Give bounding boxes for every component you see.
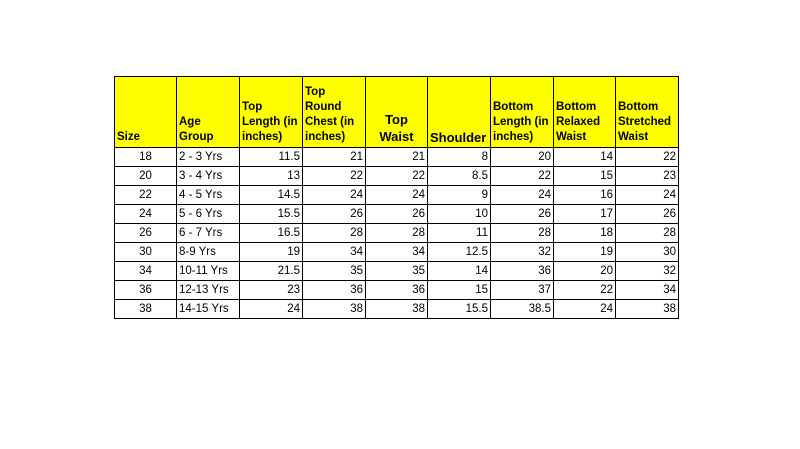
- cell-shoulder: 9: [428, 186, 491, 205]
- header-top-waist: Top Waist: [366, 77, 428, 148]
- cell-bottom-relaxed-waist: 15: [554, 167, 616, 186]
- cell-bottom-relaxed-waist: 17: [554, 205, 616, 224]
- table-row: [115, 205, 679, 224]
- cell-bottom-stretched-waist: 24: [616, 186, 679, 205]
- cell-bottom-length: 28: [491, 224, 554, 243]
- cell-top-round-chest: 22: [303, 167, 366, 186]
- cell-top-length: 23: [240, 281, 303, 300]
- cell-bottom-length: 24: [491, 186, 554, 205]
- cell-bottom-length: 38.5: [491, 300, 554, 319]
- cell-top-waist: 36: [366, 281, 428, 300]
- cell-bottom-relaxed-waist: 19: [554, 243, 616, 262]
- table-row: [115, 148, 679, 167]
- cell-size: 18: [115, 148, 177, 167]
- cell-age-group: 2 - 3 Yrs: [177, 148, 240, 167]
- table-row: [115, 300, 679, 319]
- cell-top-length: 16.5: [240, 224, 303, 243]
- cell-bottom-relaxed-waist: 22: [554, 281, 616, 300]
- cell-shoulder: 8.5: [428, 167, 491, 186]
- cell-top-round-chest: 28: [303, 224, 366, 243]
- cell-bottom-length: 26: [491, 205, 554, 224]
- cell-top-waist: 22: [366, 167, 428, 186]
- cell-top-round-chest: 38: [303, 300, 366, 319]
- table-row: [115, 224, 679, 243]
- cell-top-round-chest: 36: [303, 281, 366, 300]
- cell-age-group: 5 - 6 Yrs: [177, 205, 240, 224]
- cell-bottom-length: 36: [491, 262, 554, 281]
- cell-size: 36: [115, 281, 177, 300]
- cell-top-length: 15.5: [240, 205, 303, 224]
- cell-bottom-relaxed-waist: 18: [554, 224, 616, 243]
- table-row: [115, 262, 679, 281]
- cell-top-length: 13: [240, 167, 303, 186]
- cell-size: 34: [115, 262, 177, 281]
- table-body: [115, 148, 679, 319]
- cell-size: 20: [115, 167, 177, 186]
- table-row: [115, 243, 679, 262]
- cell-top-length: 19: [240, 243, 303, 262]
- cell-size: 30: [115, 243, 177, 262]
- cell-bottom-relaxed-waist: 16: [554, 186, 616, 205]
- cell-top-round-chest: 21: [303, 148, 366, 167]
- cell-bottom-stretched-waist: 30: [616, 243, 679, 262]
- cell-shoulder: 12.5: [428, 243, 491, 262]
- header-bottom-length: Bottom Length (in inches): [491, 77, 554, 148]
- cell-top-length: 24: [240, 300, 303, 319]
- table-row: [115, 186, 679, 205]
- cell-bottom-stretched-waist: 28: [616, 224, 679, 243]
- cell-top-waist: 38: [366, 300, 428, 319]
- cell-bottom-relaxed-waist: 20: [554, 262, 616, 281]
- cell-bottom-relaxed-waist: 14: [554, 148, 616, 167]
- header-bottom-relaxed-waist: Bottom Relaxed Waist: [554, 77, 616, 148]
- table-row: [115, 281, 679, 300]
- cell-age-group: 12-13 Yrs: [177, 281, 240, 300]
- cell-shoulder: 14: [428, 262, 491, 281]
- header-bottom-stretched-waist: Bottom Stretched Waist: [616, 77, 679, 148]
- cell-top-waist: 34: [366, 243, 428, 262]
- cell-shoulder: 15.5: [428, 300, 491, 319]
- cell-top-waist: 26: [366, 205, 428, 224]
- cell-top-round-chest: 26: [303, 205, 366, 224]
- header-size: Size: [115, 77, 177, 148]
- cell-bottom-length: 20: [491, 148, 554, 167]
- cell-top-waist: 35: [366, 262, 428, 281]
- table-header: [115, 77, 679, 148]
- cell-shoulder: 11: [428, 224, 491, 243]
- cell-bottom-stretched-waist: 32: [616, 262, 679, 281]
- cell-top-round-chest: 34: [303, 243, 366, 262]
- header-top-length: Top Length (in inches): [240, 77, 303, 148]
- cell-top-length: 14.5: [240, 186, 303, 205]
- cell-age-group: 4 - 5 Yrs: [177, 186, 240, 205]
- cell-age-group: 8-9 Yrs: [177, 243, 240, 262]
- header-shoulder: Shoulder: [428, 77, 491, 148]
- cell-bottom-length: 37: [491, 281, 554, 300]
- cell-age-group: 10-11 Yrs: [177, 262, 240, 281]
- cell-shoulder: 15: [428, 281, 491, 300]
- cell-bottom-stretched-waist: 38: [616, 300, 679, 319]
- cell-age-group: 3 - 4 Yrs: [177, 167, 240, 186]
- cell-bottom-stretched-waist: 34: [616, 281, 679, 300]
- cell-shoulder: 8: [428, 148, 491, 167]
- cell-bottom-stretched-waist: 23: [616, 167, 679, 186]
- cell-top-waist: 24: [366, 186, 428, 205]
- cell-bottom-length: 32: [491, 243, 554, 262]
- cell-bottom-stretched-waist: 26: [616, 205, 679, 224]
- cell-top-round-chest: 24: [303, 186, 366, 205]
- cell-age-group: 6 - 7 Yrs: [177, 224, 240, 243]
- cell-size: 26: [115, 224, 177, 243]
- cell-size: 24: [115, 205, 177, 224]
- cell-shoulder: 10: [428, 205, 491, 224]
- cell-bottom-relaxed-waist: 24: [554, 300, 616, 319]
- header-row: [115, 77, 679, 148]
- cell-top-waist: 21: [366, 148, 428, 167]
- cell-age-group: 14-15 Yrs: [177, 300, 240, 319]
- table-row: [115, 167, 679, 186]
- cell-top-round-chest: 35: [303, 262, 366, 281]
- header-top-round-chest: Top Round Chest (in inches): [303, 77, 366, 148]
- cell-size: 38: [115, 300, 177, 319]
- cell-top-length: 21.5: [240, 262, 303, 281]
- size-chart-table: [114, 76, 679, 319]
- cell-bottom-length: 22: [491, 167, 554, 186]
- cell-size: 22: [115, 186, 177, 205]
- header-age-group: Age Group: [177, 77, 240, 148]
- cell-top-waist: 28: [366, 224, 428, 243]
- cell-top-length: 11.5: [240, 148, 303, 167]
- cell-bottom-stretched-waist: 22: [616, 148, 679, 167]
